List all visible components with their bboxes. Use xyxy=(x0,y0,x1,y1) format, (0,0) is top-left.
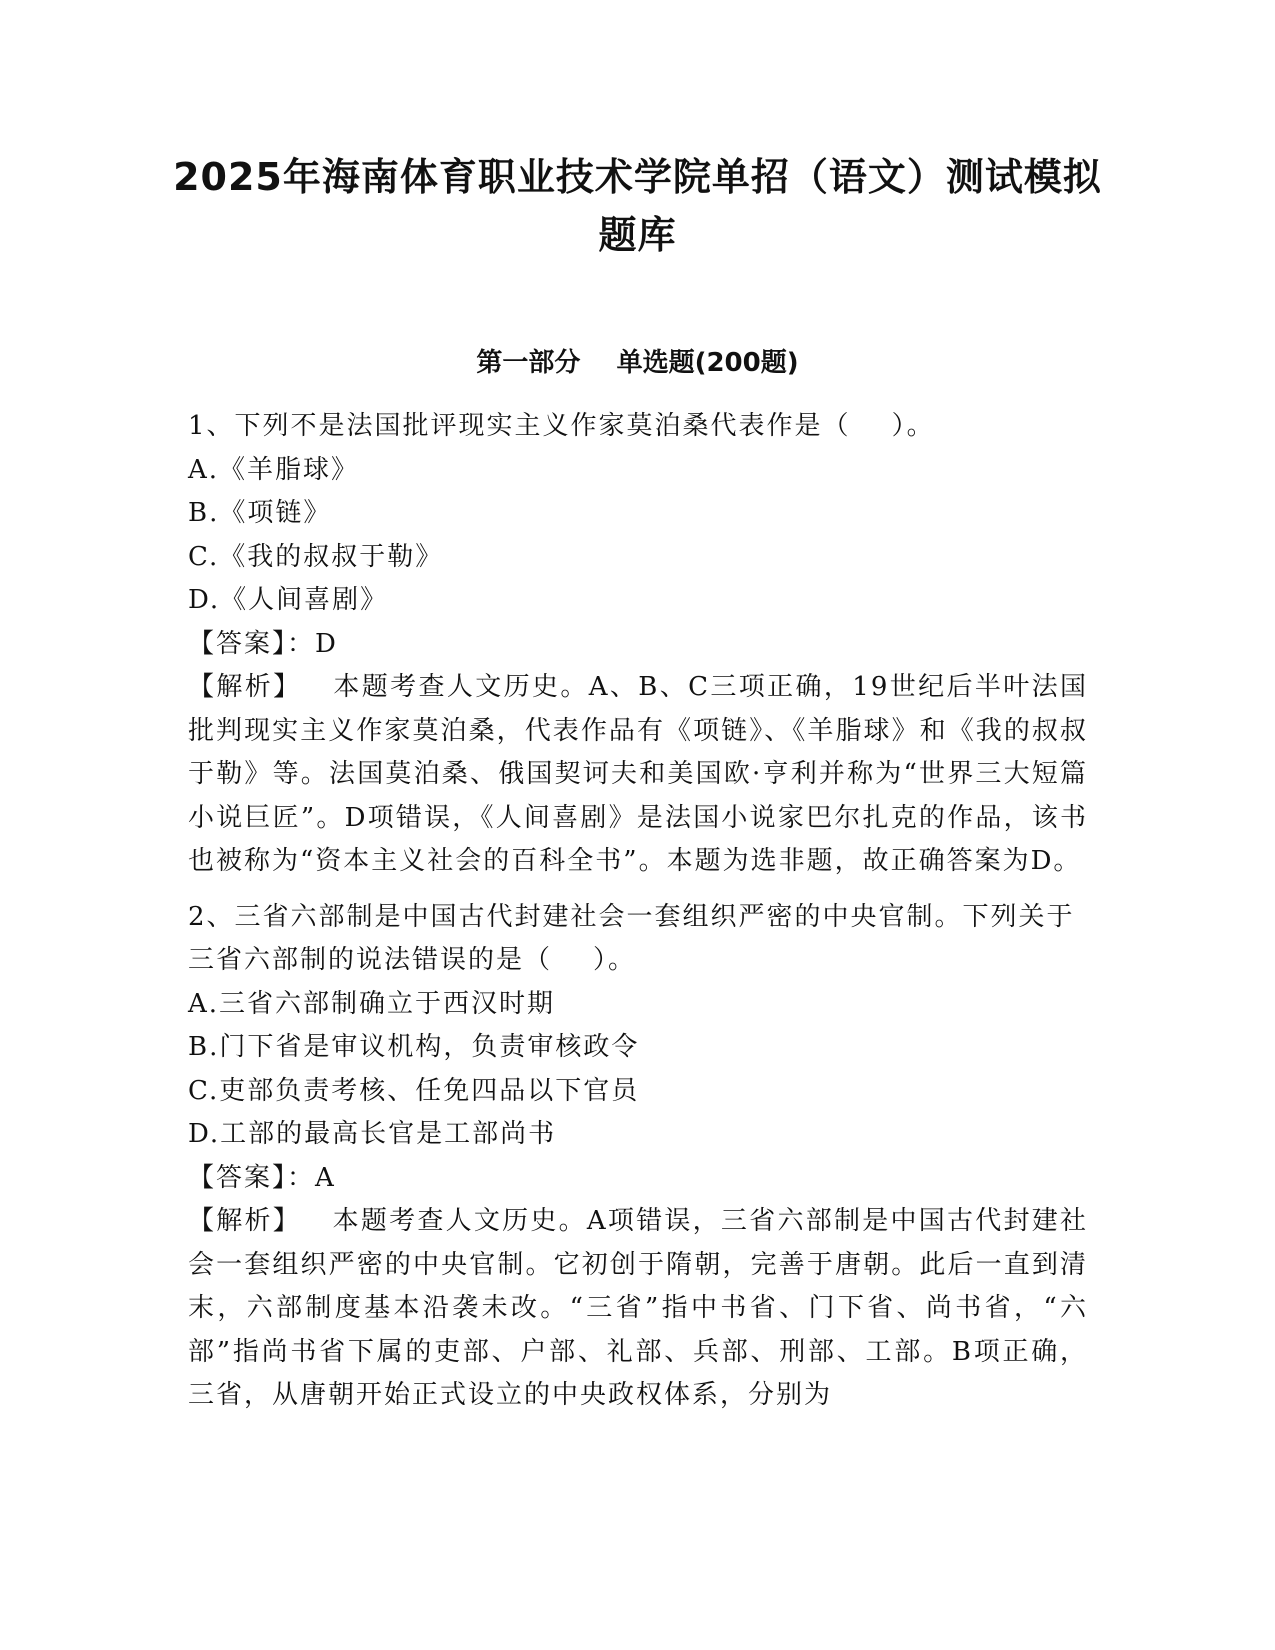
explanation-text: 【解析】 本题考查人文历史。A、B、C三项正确，19世纪后半叶法国批判现实主义作家莫泊桑，代表作品有《项链》、《羊脂球》和《我的叔叔于勒》等。法国莫泊桑、俄国契诃夫和美国欧·亨利并称为“世界三大短篇小说巨匠”。D项错误，《人间喜剧》是法国小说家巴尔扎克的作品，该书也被称为“资本主义社会的百科全书”。本题为选非题，故正确答案为D。 xyxy=(188,672,1088,876)
option-b: B.门下省是审议机构，负责审核政令 xyxy=(188,1032,640,1062)
explanation-text: 【解析】 本题考查人文历史。A项错误，三省六部制是中国古代封建社会一套组织严密的中央官制。它初创于隋朝，完善于唐朝。此后一直到清末，六部制度基本沿袭未改。“三省”指中书省、门下省、尚书省，“六部”指尚书省下属的吏部、户部、礼部、兵部、刑部、工部。B项正确，三省，从唐朝开始正式设立的中央政权体系，分别为 xyxy=(188,1206,1088,1410)
question-stem: 2、三省六部制是中国古代封建社会一套组织严密的中央官制。下列关于三省六部制的说法错误的是（ ）。 xyxy=(188,901,1075,975)
document-title: 2025年海南体育职业技术学院单招（语文）测试模拟题库 xyxy=(173,155,1102,257)
option-a: A.三省六部制确立于西汉时期 xyxy=(188,988,556,1019)
answer-line: 【答案】：A xyxy=(188,1162,336,1193)
answer-line: 【答案】：D xyxy=(188,628,338,659)
option-c: C.吏部负责考核、任免四品以下官员 xyxy=(188,1075,640,1106)
question-1 xyxy=(188,405,1088,884)
question-stem: 1、下列不是法国批评现实主义作家莫泊桑代表作是（ ）。 xyxy=(188,411,935,441)
option-d: D.工部的最高长官是工部尚书 xyxy=(188,1119,557,1149)
option-d: D.《人间喜剧》 xyxy=(188,585,389,615)
option-c: C.《我的叔叔于勒》 xyxy=(188,541,444,572)
section-heading: 第一部分 单选题(200题) xyxy=(476,348,799,378)
question-2 xyxy=(188,896,1088,1418)
question-list xyxy=(188,405,1088,1430)
option-b: B.《项链》 xyxy=(188,498,332,528)
option-a: A.《羊脂球》 xyxy=(188,454,360,485)
